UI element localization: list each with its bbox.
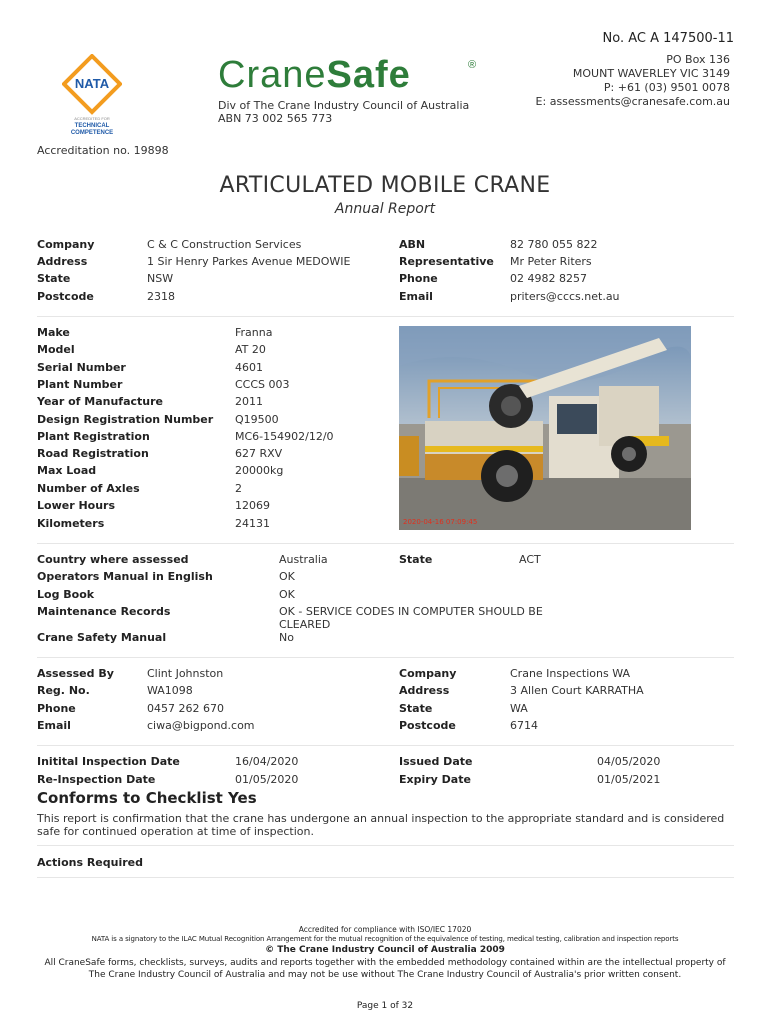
client-company-label: Company <box>37 238 95 251</box>
crane-max-load-label: Max Load <box>37 464 97 477</box>
assessor-email-label: Email <box>37 719 71 732</box>
maintenance-records-value: OK - SERVICE CODES IN COMPUTER SHOULD BE CLEARED <box>279 605 543 631</box>
client-phone-label: Phone <box>399 272 438 285</box>
client-postcode-value: 2318 <box>147 290 175 303</box>
crane-max-load-value: 20000kg <box>235 464 284 477</box>
page-title: ARTICULATED MOBILE CRANE <box>219 173 551 198</box>
client-representative-value: Mr Peter Riters <box>510 255 592 268</box>
country-assessed-value: Australia <box>279 553 328 566</box>
crane-plant-number-label: Plant Number <box>37 378 123 391</box>
crane-plant-number-value: CCCS 003 <box>235 378 290 391</box>
initial-inspection-label: Initital Inspection Date <box>37 755 180 768</box>
operators-manual-value: OK <box>279 570 295 583</box>
divider <box>37 316 734 317</box>
accreditation-number: Accreditation no. 19898 <box>37 144 169 157</box>
divider <box>37 745 734 746</box>
issued-date-label: Issued Date <box>399 755 473 768</box>
crane-design-reg-value: Q19500 <box>235 413 279 426</box>
expiry-date-value: 01/05/2021 <box>597 773 661 786</box>
crane-model-value: AT 20 <box>235 343 266 356</box>
crane-make-label: Make <box>37 326 70 339</box>
nata-logo-text: NATA <box>74 76 110 91</box>
crane-year-value: 2011 <box>235 395 263 408</box>
assessor-phone-label: Phone <box>37 702 76 715</box>
svg-text:TECHNICAL: TECHNICAL <box>74 123 110 129</box>
document-number: No. AC A 147500-11 <box>602 31 734 46</box>
client-address-label: Address <box>37 255 88 268</box>
crane-design-reg-label: Design Registration Number <box>37 413 214 426</box>
crane-road-reg-value: 627 RXV <box>235 447 283 460</box>
nata-logo <box>62 54 122 138</box>
abn-line: ABN 73 002 565 773 <box>218 112 333 125</box>
crane-photo <box>399 326 691 530</box>
footer-forms-notice: All CraneSafe forms, checklists, surveys, audits and reports together with the embedded methodology contained within are the intellectual property of The Crane Industry Council of Australia and may not be use without The Crane Industry Council of Australia's prior written consent. <box>44 958 726 980</box>
page-subtitle: Annual Report <box>334 201 436 217</box>
client-phone-value: 02 4982 8257 <box>510 272 587 285</box>
log-book-value: OK <box>279 588 295 601</box>
assessor-company-label: Company <box>399 667 457 680</box>
crane-plant-reg-value: MC6-154902/12/0 <box>235 430 334 443</box>
crane-axles-value: 2 <box>235 482 242 495</box>
initial-inspection-value: 16/04/2020 <box>235 755 299 768</box>
address-line: MOUNT WAVERLEY VIC 3149 <box>572 67 730 80</box>
footer-copyright: © The Crane Industry Council of Australia 2009 <box>265 945 505 955</box>
crane-make-value: Franna <box>235 326 273 339</box>
assessor-address-label: Address <box>399 684 450 697</box>
phone-line: P: +61 (03) 9501 0078 <box>603 81 730 94</box>
client-email-label: Email <box>399 290 433 303</box>
assessor-postcode-label: Postcode <box>399 719 456 732</box>
crane-kilometers-value: 24131 <box>235 517 270 530</box>
crane-safety-manual-value: No <box>279 631 294 644</box>
footer-accredited: Accredited for compliance with ISO/IEC 17020 <box>298 925 472 934</box>
assessment-state-value: ACT <box>519 553 541 566</box>
cranesafe-logo <box>218 54 482 94</box>
crane-road-reg-label: Road Registration <box>37 447 149 460</box>
reg-no-label: Reg. No. <box>37 684 90 697</box>
reg-no-value: WA1098 <box>147 684 193 697</box>
client-state-value: NSW <box>147 272 174 285</box>
divider <box>37 845 734 846</box>
crane-lower-hours-label: Lower Hours <box>37 499 116 512</box>
client-state-label: State <box>37 272 71 285</box>
divider <box>37 543 734 544</box>
confirmation-text: This report is confirmation that the crane has undergone an annual inspection to the appropriate standard and is considered safe for continued operation at time of inspection. <box>37 812 725 838</box>
operators-manual-label: Operators Manual in English <box>37 570 213 583</box>
issued-date-value: 04/05/2020 <box>597 755 661 768</box>
logo-crane-text: Crane <box>218 54 327 94</box>
conforms-heading: Conforms to Checklist Yes <box>37 789 257 807</box>
assessed-by-value: Clint Johnston <box>147 667 224 680</box>
assessor-phone-value: 0457 262 670 <box>147 702 224 715</box>
assessor-company-value: Crane Inspections WA <box>510 667 631 680</box>
svg-text:COMPETENCE: COMPETENCE <box>70 130 114 136</box>
expiry-date-label: Expiry Date <box>399 773 471 786</box>
assessor-email-value: ciwa@bigpond.com <box>147 719 255 732</box>
assessor-postcode-value: 6714 <box>510 719 538 732</box>
client-abn-value: 82 780 055 822 <box>510 238 598 251</box>
logo-safe-text: Safe <box>326 54 411 94</box>
crane-safety-manual-label: Crane Safety Manual <box>37 631 167 644</box>
assessor-state-value: WA <box>510 702 528 715</box>
divider <box>37 877 734 878</box>
actions-required-heading: Actions Required <box>37 856 143 869</box>
crane-axles-label: Number of Axles <box>37 482 140 495</box>
maintenance-records-label: Maintenance Records <box>37 605 171 618</box>
contact-address <box>536 53 730 109</box>
log-book-label: Log Book <box>37 588 95 601</box>
crane-kilometers-label: Kilometers <box>37 517 105 530</box>
page-number: Page 1 of 32 <box>356 1001 414 1011</box>
crane-year-label: Year of Manufacture <box>37 395 164 408</box>
address-line: PO Box 136 <box>666 53 730 66</box>
reinspection-label: Re-Inspection Date <box>37 773 156 786</box>
client-address-value: 1 Sir Henry Parkes Avenue MEDOWIE <box>147 255 351 268</box>
logo-registered-mark: ® <box>468 59 477 71</box>
photo-timestamp: 2020-04-16 07:09:45 <box>403 518 478 526</box>
assessor-address-value: 3 Allen Court KARRATHA <box>510 684 644 697</box>
division-name: Div of The Crane Industry Council of Australia <box>218 99 470 112</box>
crane-model-label: Model <box>37 343 75 356</box>
assessment-state-label: State <box>399 553 433 566</box>
footer-nata-signatory: NATA is a signatory to the ILAC Mutual Recognition Arrangement for the mutual recognition of the equivalence of testing, medical testing, calibration and inspection reports <box>91 935 679 943</box>
reinspection-value: 01/05/2020 <box>235 773 299 786</box>
crane-lower-hours-value: 12069 <box>235 499 270 512</box>
crane-serial-label: Serial Number <box>37 361 126 374</box>
crane-serial-value: 4601 <box>235 361 263 374</box>
crane-plant-reg-label: Plant Registration <box>37 430 150 443</box>
division-info <box>218 99 469 125</box>
assessor-state-label: State <box>399 702 433 715</box>
client-representative-label: Representative <box>399 255 494 268</box>
email-line: E: assessments@cranesafe.com.au <box>535 95 730 108</box>
svg-text:ACCREDITED FOR: ACCREDITED FOR <box>74 116 110 121</box>
client-email-value: priters@cccs.net.au <box>510 290 620 303</box>
client-company-value: C & C Construction Services <box>147 238 302 251</box>
divider <box>37 657 734 658</box>
client-postcode-label: Postcode <box>37 290 94 303</box>
assessed-by-label: Assessed By <box>37 667 114 680</box>
svg-text:CraneSafe <box>218 54 411 94</box>
country-assessed-label: Country where assessed <box>37 553 189 566</box>
client-abn-label: ABN <box>399 238 426 251</box>
